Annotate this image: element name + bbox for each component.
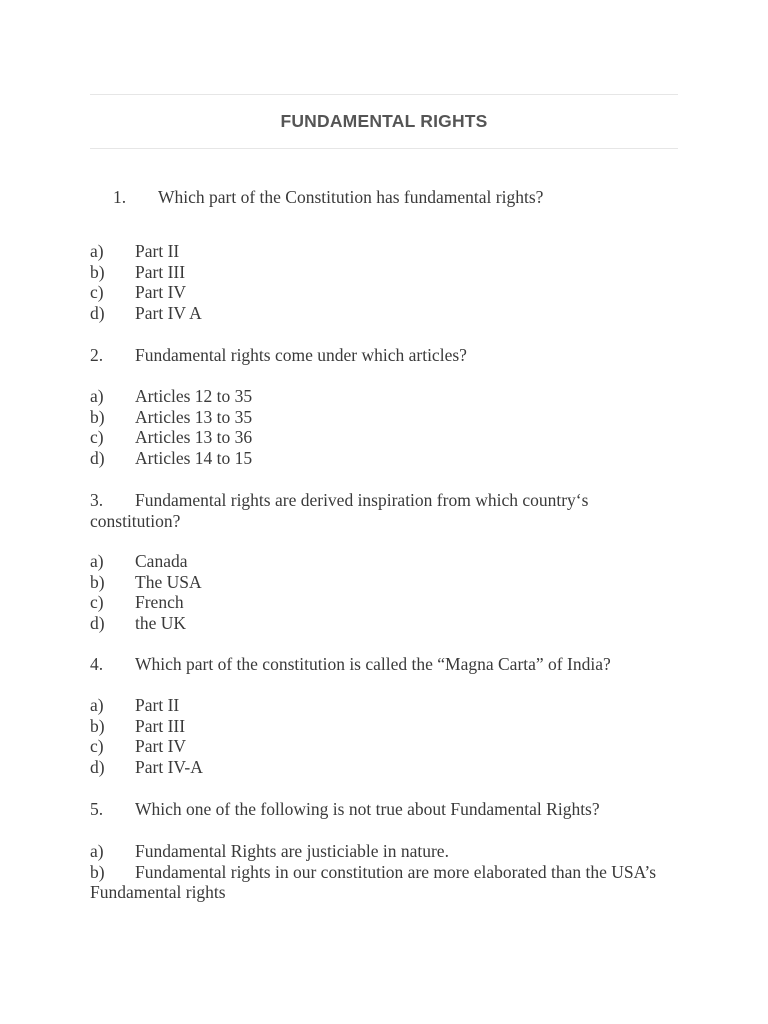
option-text: Articles 12 to 35 — [135, 386, 253, 406]
question-number: 3. — [90, 490, 104, 510]
option-item — [90, 757, 680, 778]
question-text: Fundamental rights are derived inspiration from which country‘s constitution? — [90, 490, 589, 531]
option-letter: a) — [90, 241, 104, 261]
question-text: Fundamental rights come under which articles? — [135, 345, 467, 365]
question-4-options — [90, 695, 680, 777]
option-item — [90, 862, 680, 903]
option-item — [90, 841, 680, 862]
option-text: Part II — [135, 241, 180, 261]
option-letter: d) — [90, 756, 105, 777]
question-text: Which part of the Constitution has fundamental rights? — [158, 187, 544, 207]
option-letter: b) — [90, 715, 105, 736]
option-letter: a) — [90, 695, 104, 715]
option-text: Part III — [135, 715, 186, 736]
option-text: Part IV-A — [135, 756, 203, 777]
option-item — [90, 407, 680, 428]
question-5-options — [90, 841, 680, 903]
question-3-options — [90, 551, 680, 633]
option-text: the UK — [135, 612, 187, 633]
question-3 — [90, 490, 680, 531]
question-number: 4. — [90, 654, 104, 674]
question-text: Which one of the following is not true about Fundamental Rights? — [135, 799, 600, 819]
option-text: Articles 13 to 35 — [135, 406, 253, 427]
question-2-options — [90, 386, 680, 468]
option-text: Fundamental Rights are justiciable in nature. — [135, 841, 449, 861]
option-letter: b) — [90, 261, 105, 282]
question-number: 5. — [90, 799, 104, 819]
option-item — [90, 551, 680, 572]
option-letter: d) — [90, 612, 105, 633]
option-item — [90, 695, 680, 716]
question-2 — [90, 345, 680, 366]
option-text: The USA — [135, 571, 202, 592]
option-text: Articles 13 to 36 — [135, 427, 253, 448]
question-4 — [90, 654, 680, 675]
option-item — [90, 427, 680, 448]
option-text: Fundamental rights in our constitution are more elaborated than the USA’s Fundamental rights — [90, 861, 657, 903]
option-letter: d) — [90, 447, 105, 468]
option-item — [90, 282, 680, 303]
option-letter: b) — [90, 571, 105, 592]
option-text: Part III — [135, 261, 186, 282]
option-item — [90, 386, 680, 407]
question-1-options — [90, 241, 680, 323]
option-text: Part II — [135, 695, 180, 715]
question-1 — [113, 186, 543, 208]
option-text: Part IV — [135, 282, 187, 303]
option-letter: c) — [90, 736, 104, 757]
option-text: Canada — [135, 551, 188, 571]
option-item — [90, 572, 680, 593]
option-item — [90, 716, 680, 737]
title-bottom-divider — [90, 148, 678, 149]
option-item — [90, 262, 680, 283]
option-item — [90, 736, 680, 757]
question-5 — [90, 799, 680, 820]
option-text: Part IV A — [135, 302, 202, 323]
option-letter: c) — [90, 427, 104, 448]
option-item — [90, 592, 680, 613]
option-letter: a) — [90, 551, 104, 571]
option-text: Part IV — [135, 736, 187, 757]
document-title: FUNDAMENTAL RIGHTS — [280, 111, 488, 131]
question-number: 2. — [90, 345, 104, 365]
option-text: Articles 14 to 15 — [135, 447, 253, 468]
option-letter: d) — [90, 302, 105, 323]
option-text: French — [135, 592, 184, 613]
option-item — [90, 303, 680, 324]
option-item — [90, 613, 680, 634]
option-letter: a) — [90, 386, 104, 406]
option-item — [90, 241, 680, 262]
question-number: 1. — [113, 187, 127, 207]
title-top-divider — [90, 94, 678, 95]
option-letter: c) — [90, 592, 104, 613]
option-letter: b) — [90, 406, 105, 427]
question-text: Which part of the constitution is called the “Magna Carta” of India? — [135, 654, 611, 674]
option-letter: b) — [90, 861, 105, 882]
option-letter: c) — [90, 282, 104, 303]
option-item — [90, 448, 680, 469]
option-letter: a) — [90, 841, 104, 861]
